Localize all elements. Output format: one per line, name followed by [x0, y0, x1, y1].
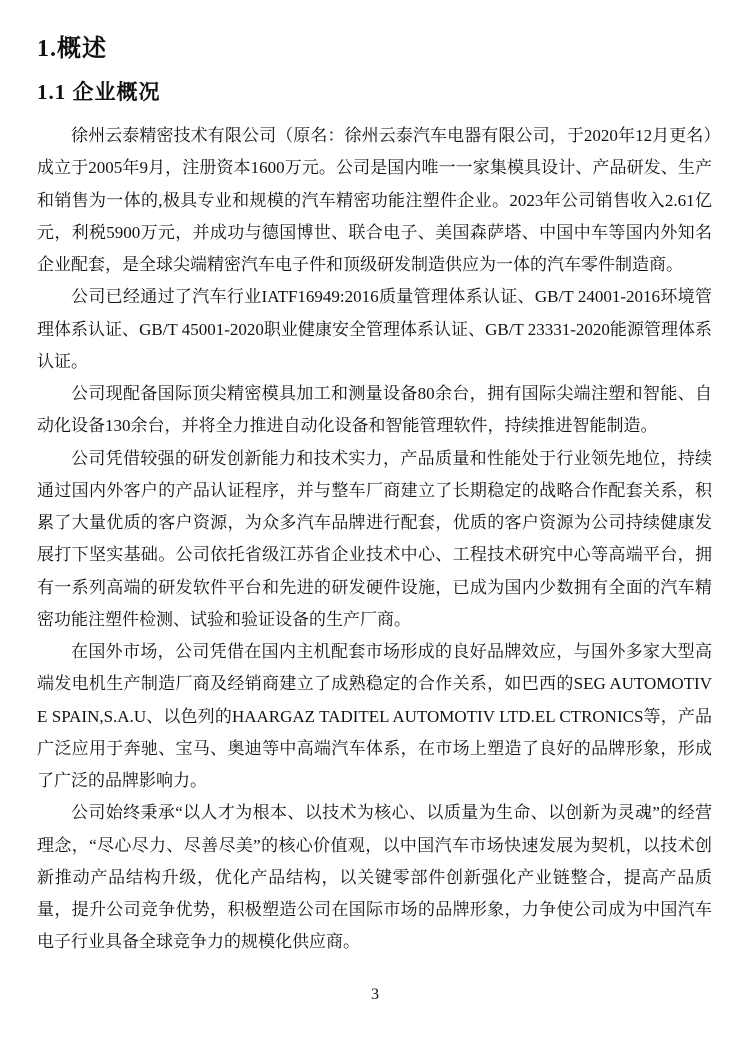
paragraph-equipment: 公司现配备国际顶尖精密模具加工和测量设备80余台，拥有国际尖端注塑和智能、自动化设备130余台，并将全力推进自动化设备和智能管理软件，持续推进智能制造。	[37, 384, 712, 436]
body-text	[37, 120, 712, 959]
section-heading: 1.概述	[37, 36, 107, 62]
subsection-heading: 1.1 企业概况	[37, 80, 161, 104]
paragraph-certifications: 公司已经通过了汽车行业IATF16949:2016质量管理体系认证、GB/T 24001-2016环境管理体系认证、GB/T 45001-2020职业健康安全管理体系认证、GB/T 23331-2020能源管理体系认证。	[37, 287, 712, 371]
paragraph-company-intro: 徐州云泰精密技术有限公司（原名：徐州云泰汽车电器有限公司，于2020年12月更名）成立于2005年9月，注册资本1600万元。公司是国内唯一一家集模具设计、产品研发、生产和销售为一体的,极具专业和规模的汽车精密功能注塑件企业。2023年公司销售收入2.61亿元，利税5900万元，并成功与德国博世、联合电子、美国森萨塔、中国中车等国内外知名企业配套，是全球尖端精密汽车电子件和顶级研发制造供应为一体的汽车零件制造商。	[37, 126, 712, 274]
paragraph-philosophy: 公司始终秉承“以人才为根本、以技术为核心、以质量为生命、以创新为灵魂”的经营理念，“尽心尽力、尽善尽美”的核心价值观，以中国汽车市场快速发展为契机，以技术创新推动产品结构升级，优化产品结构，以关键零部件创新强化产业链整合，提高产品质量，提升公司竞争优势，积极塑造公司在国际市场的品牌形象，力争使公司成为中国汽车电子行业具备全球竞争力的规模化供应商。	[37, 803, 712, 952]
page-number: 3	[371, 986, 379, 1003]
paragraph-rnd-strength: 公司凭借较强的研发创新能力和技术实力，产品质量和性能处于行业领先地位，持续通过国内外客户的产品认证程序，并与整车厂商建立了长期稳定的战略合作配套关系，积累了大量优质的客户资源，为众多汽车品牌进行配套，优质的客户资源为公司持续健康发展打下坚实基础。公司依托省级江苏省企业技术中心、工程技术研究中心等高端平台，拥有一系列高端的研发软件平台和先进的研发硬件设施，已成为国内少数拥有全面的汽车精密功能注塑件检测、试验和验证设备的生产厂商。	[37, 448, 712, 629]
paragraph-overseas-market: 在国外市场，公司凭借在国内主机配套市场形成的良好品牌效应，与国外多家大型高端发电机生产制造厂商及经销商建立了成熟稳定的合作关系，如巴西的SEG AUTOMOTIVE SPAIN,S.A.U、以色列的HAARGAZ TADITEL AUTOMOTIV LTD.EL CTRONICS等，产品广泛应用于奔驰、宝马、奥迪等中高端汽车体系，在市场上塑造了良好的品牌形象，形成了广泛的品牌影响力。	[37, 642, 712, 790]
